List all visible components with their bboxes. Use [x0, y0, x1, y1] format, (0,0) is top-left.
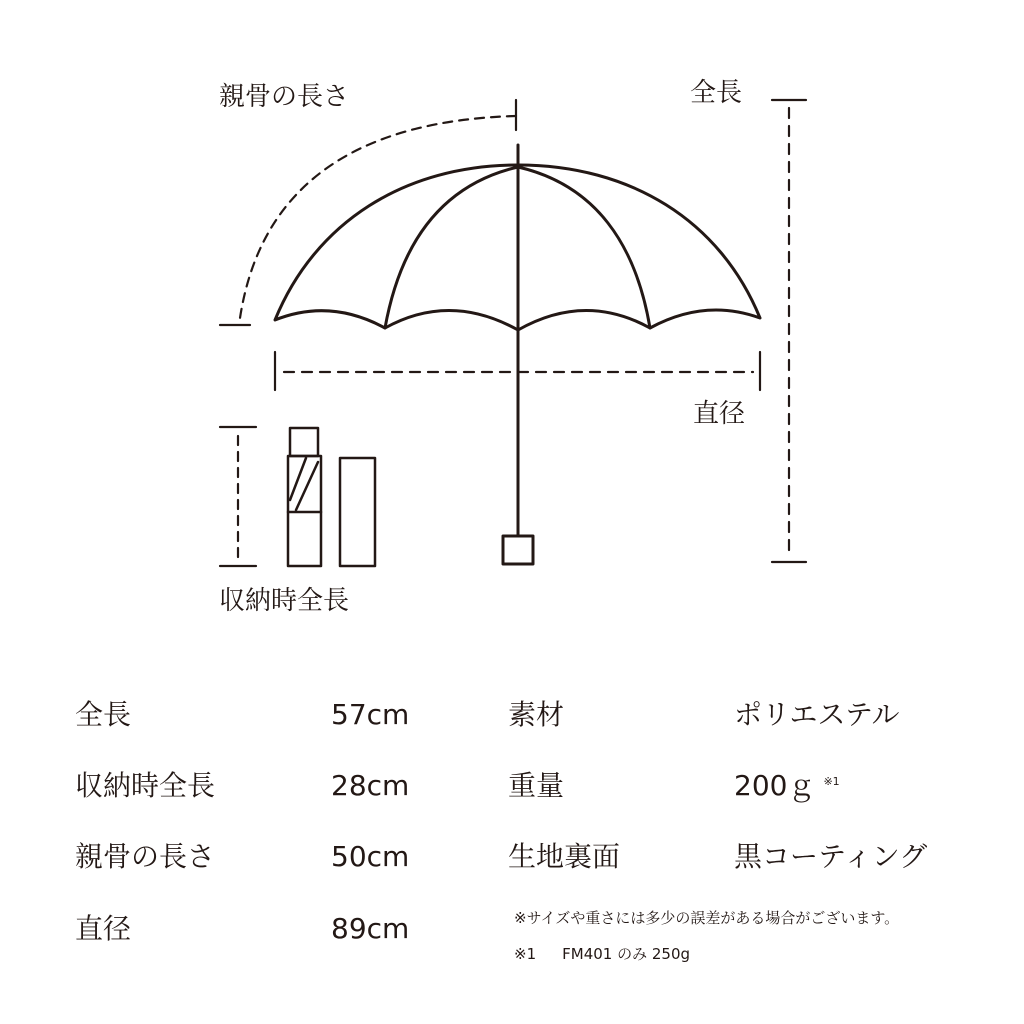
umbrella-rib-right — [518, 167, 650, 328]
spec-label-folded-length: 収納時全長 — [75, 769, 216, 802]
footnote — [514, 947, 690, 962]
weight-value-text: 200ｇ — [734, 769, 816, 802]
spec-value-rib-length: 50cm — [331, 840, 410, 873]
diameter-label: 直径 — [693, 399, 746, 429]
spec-value-material: ポリエステル — [734, 698, 900, 731]
folded-length-label: 収納時全長 — [219, 586, 350, 616]
total-length-label: 全長 — [690, 78, 743, 108]
rib-length-label: 親骨の長さ — [219, 82, 350, 112]
spec-value-fabric-back: 黒コーティング — [734, 840, 928, 873]
spec-label-total-length: 全長 — [75, 698, 132, 731]
spec-label-weight: 重量 — [508, 769, 565, 802]
footnote-text: FM401 のみ 250g — [562, 945, 691, 963]
spec-value-total-length: 57cm — [331, 698, 410, 731]
spec-label-material: 素材 — [508, 698, 565, 731]
folded-umbrella-hatch-2 — [296, 462, 318, 510]
weight-footnote-mark: ※1 — [823, 774, 840, 788]
spec-label-diameter: 直径 — [75, 912, 132, 945]
spec-value-folded-length: 28cm — [331, 769, 410, 802]
umbrella-rib-left — [385, 167, 518, 328]
folded-umbrella-handle — [290, 428, 318, 456]
footnote-mark: ※1 — [514, 945, 537, 963]
disclaimer-note: ※サイズや重さには多少の誤差がある場合がございます。 — [514, 909, 900, 927]
spec-label-fabric-back: 生地裏面 — [508, 840, 621, 873]
umbrella-handle — [503, 536, 533, 564]
spec-value-diameter: 89cm — [331, 912, 410, 945]
rib-length-arc — [240, 116, 516, 318]
umbrella-sleeve — [340, 458, 375, 566]
spec-label-rib-length: 親骨の長さ — [75, 840, 216, 873]
spec-value-weight — [734, 769, 840, 802]
